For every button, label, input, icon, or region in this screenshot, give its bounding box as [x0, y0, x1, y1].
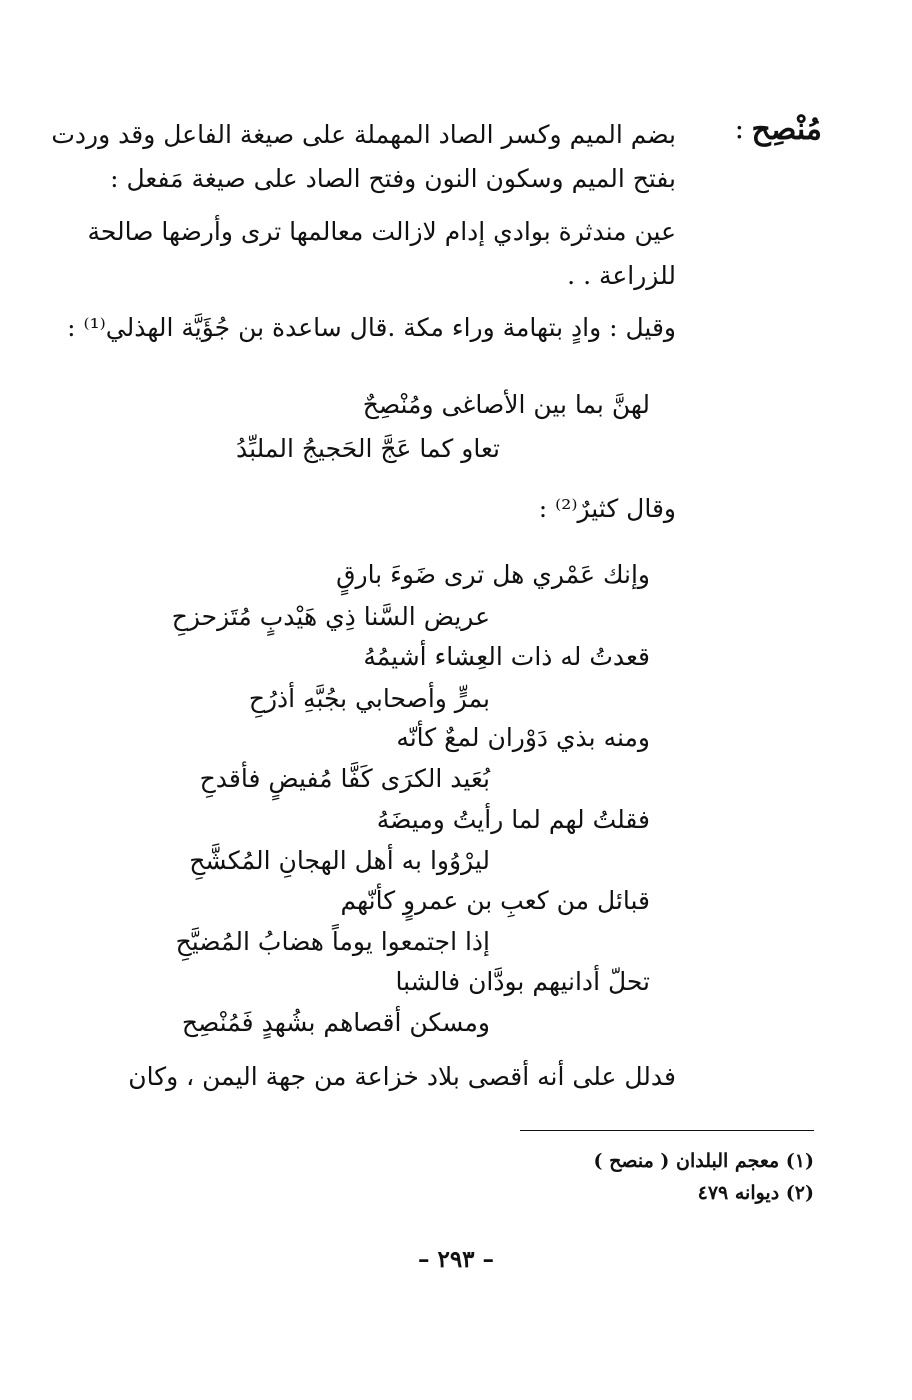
poem-1-hemistich-2: تعاو كما عَجَّ الحَجيجُ الملبِّدُ [235, 434, 500, 463]
poem-2-line-1: وإنك عَمْري هل ترى ضَوءَ بارقٍ [336, 560, 650, 589]
footnote-1: (١) معجم البلدان ( منصح ) [593, 1150, 814, 1172]
definition-line-1: بضم الميم وكسر الصاد المهملة على صيغة الفاعل وقد وردت [51, 120, 676, 149]
poem-2-line-7: فقلتُ لهم لما رأيتُ وميضَهُ [376, 805, 650, 834]
poem-2-line-10: إذا اجتمعوا يوماً هضابُ المُضيَّحِ [175, 927, 490, 956]
poem-2-line-8: ليرْوُوا به أهل الهجانِ المُكشَّحِ [189, 846, 490, 875]
poem-2-line-12: ومسكن أقصاهم بشُهدٍ فَمُنْصِح [181, 1008, 490, 1037]
page-number: – ٢٩٣ – [417, 1246, 495, 1273]
poem-2-line-3: قعدتُ له ذات العِشاء أشيمُهُ [363, 642, 650, 671]
poem-2-line-2: عريض السَّنا ذِي هَيْدبٍ مُتَزحزحِ [171, 602, 490, 631]
paragraph-2-line-1: عين مندثرة بوادي إدام لازالت معالمها ترى وأرضها صالحة [87, 217, 676, 246]
poem-2-line-9: قبائل من كعبِ بن عمروٍ كأنّهم [340, 886, 650, 915]
poem-2-line-4: بمرٍّ وأصحابي بجُبَّهِ أذرُحِ [248, 684, 490, 713]
poem-2-line-11: تحلّ أدانيهم بودَّان فالشبا [395, 967, 650, 996]
entry-headword: مُنْصِح [751, 112, 822, 147]
paragraph-3: وقيل : وادٍ بتهامة وراء مكة .قال ساعدة بن جُؤَيَّة الهذلي⁽¹⁾ : [67, 313, 676, 342]
poem-1-hemistich-1: لهنَّ بما بين الأصاغى ومُنْصِحٌ [362, 390, 650, 419]
closing-line: فدلل على أنه أقصى بلاد خزاعة من جهة اليمن ، وكان [128, 1062, 676, 1091]
footnote-rule [520, 1130, 814, 1131]
paragraph-2-line-2: للزراعة . . [567, 261, 676, 290]
poem-2-line-5: ومنه بذي دَوْران لمعٌ كأنّه [396, 723, 650, 752]
definition-line-2: بفتح الميم وسكون النون وفتح الصاد على صيغة مَفعل : [110, 164, 676, 193]
footnote-2: (٢) ديوانه ٤٧٩ [697, 1182, 814, 1204]
poem-2-line-6: بُعَيد الكرَى كَفَّا مُفيضٍ فأقدحِ [199, 764, 490, 793]
kuthayyir-intro: وقال كثيرٌ⁽²⁾ : [538, 494, 676, 523]
entry-colon: : [734, 112, 744, 145]
